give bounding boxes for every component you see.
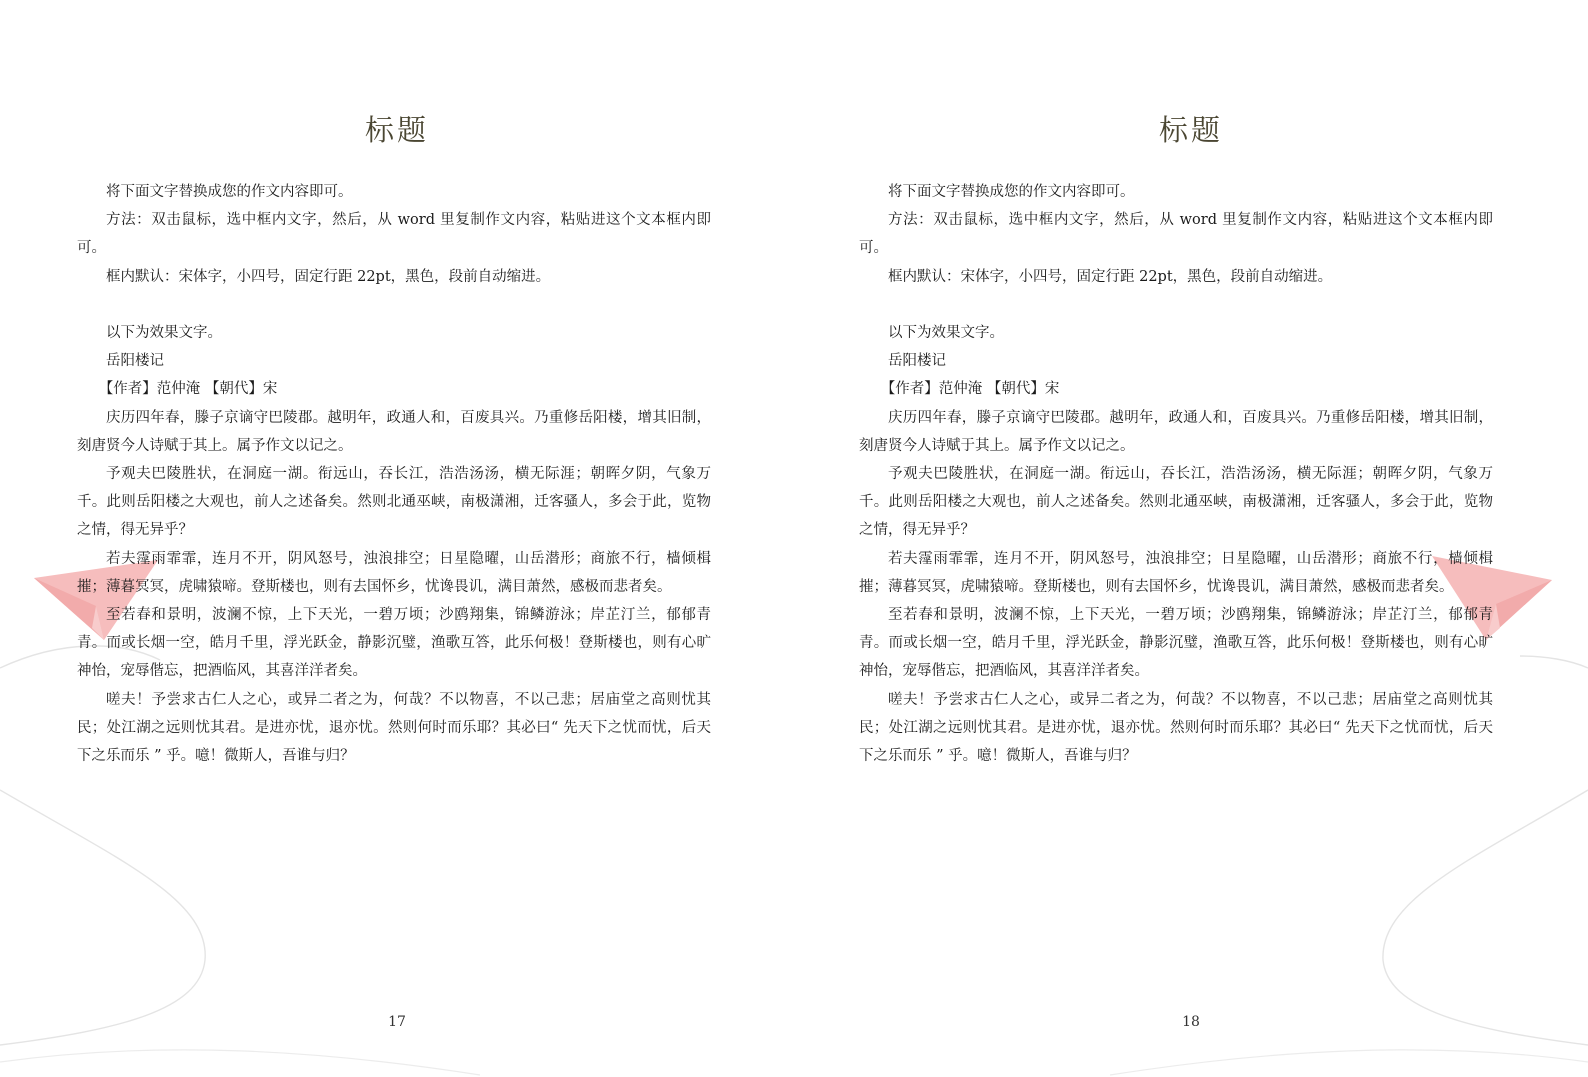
paragraph: 框内默认：宋体字，小四号，固定行距 22pt，黑色，段前自动缩进。 <box>106 268 551 285</box>
essay-text-box[interactable] <box>77 178 711 770</box>
essay-text-box[interactable] <box>859 178 1493 770</box>
page-number: 18 <box>1182 1014 1200 1030</box>
blank-line <box>77 291 711 319</box>
paragraph: 【作者】范仲淹 【朝代】宋 <box>880 381 1060 398</box>
paragraph: 至若春和景明，波澜不惊，上下天光，一碧万顷；沙鸥翔集，锦鳞游泳；岸芷汀兰，郁郁青青。而或长烟一空，皓月千里，浮光跃金，静影沉璧，渔歌互答，此乐何极！登斯楼也，则有心旷神怡，宠辱偕忘，把酒临风，其喜洋洋者矣。 <box>859 607 1493 680</box>
paragraph: 以下为效果文字。 <box>888 325 1004 341</box>
paragraph: 嗟夫！予尝求古仁人之心，或异二者之为，何哉？不以物喜，不以己悲；居庙堂之高则忧其民；处江湖之远则忧其君。是进亦忧，退亦忧。然则何时而乐耶？其必曰“ 先天下之忧而忧，后天下之乐而乐 ” 乎。噫！微斯人，吾谁与归？ <box>77 691 711 765</box>
paragraph: 嗟夫！予尝求古仁人之心，或异二者之为，何哉？不以物喜，不以己悲；居庙堂之高则忧其民；处江湖之远则忧其君。是进亦忧，退亦忧。然则何时而乐耶？其必曰“ 先天下之忧而忧，后天下之乐而乐 ” 乎。噫！微斯人，吾谁与归？ <box>859 691 1493 765</box>
paragraph: 将下面文字替换成您的作文内容即可。 <box>106 184 353 200</box>
paragraph: 将下面文字替换成您的作文内容即可。 <box>888 184 1135 200</box>
paragraph: 框内默认：宋体字，小四号，固定行距 22pt，黑色，段前自动缩进。 <box>888 268 1333 285</box>
paragraph: 以下为效果文字。 <box>106 325 222 341</box>
paragraph: 庆历四年春，滕子京谪守巴陵郡。越明年，政通人和，百废具兴。乃重修岳阳楼，增其旧制，刻唐贤今人诗赋于其上。属予作文以记之。 <box>77 409 711 454</box>
paragraph: 岳阳楼记 <box>888 353 946 370</box>
blank-line <box>859 291 1493 319</box>
paragraph: 方法：双击鼠标，选中框内文字，然后，从 word 里复制作文内容，粘贴进这个文本框内即可。 <box>77 212 711 257</box>
paragraph: 【作者】范仲淹 【朝代】宋 <box>98 381 278 398</box>
paragraph: 庆历四年春，滕子京谪守巴陵郡。越明年，政通人和，百废具兴。乃重修岳阳楼，增其旧制，刻唐贤今人诗赋于其上。属予作文以记之。 <box>859 409 1493 454</box>
paragraph: 岳阳楼记 <box>106 353 164 370</box>
paragraph: 予观夫巴陵胜状，在洞庭一湖。衔远山，吞长江，浩浩汤汤，横无际涯；朝晖夕阴，气象万千。此则岳阳楼之大观也，前人之述备矣。然则北通巫峡，南极潇湘，迁客骚人，多会于此，览物之情，得无异乎？ <box>859 466 1493 539</box>
paragraph: 予观夫巴陵胜状，在洞庭一湖。衔远山，吞长江，浩浩汤汤，横无际涯；朝晖夕阴，气象万千。此则岳阳楼之大观也，前人之述备矣。然则北通巫峡，南极潇湘，迁客骚人，多会于此，览物之情，得无异乎？ <box>77 466 711 539</box>
page-number: 17 <box>388 1014 406 1030</box>
paragraph: 若夫霪雨霏霏，连月不开，阴风怒号，浊浪排空；日星隐曜，山岳潜形；商旅不行，樯倾楫摧；薄暮冥冥，虎啸猿啼。登斯楼也，则有去国怀乡，忧谗畏讥，满目萧然，感极而悲者矣。 <box>859 550 1493 595</box>
paragraph: 若夫霪雨霏霏，连月不开，阴风怒号，浊浪排空；日星隐曜，山岳潜形；商旅不行，樯倾楫摧；薄暮冥冥，虎啸猿啼。登斯楼也，则有去国怀乡，忧谗畏讥，满目萧然，感极而悲者矣。 <box>77 550 711 595</box>
paragraph: 方法：双击鼠标，选中框内文字，然后，从 word 里复制作文内容，粘贴进这个文本框内即可。 <box>859 212 1493 257</box>
paragraph: 至若春和景明，波澜不惊，上下天光，一碧万顷；沙鸥翔集，锦鳞游泳；岸芷汀兰，郁郁青青。而或长烟一空，皓月千里，浮光跃金，静影沉璧，渔歌互答，此乐何极！登斯楼也，则有心旷神怡，宠辱偕忘，把酒临风，其喜洋洋者矣。 <box>77 607 711 680</box>
page-title: 标题 <box>1158 113 1223 147</box>
page-title: 标题 <box>364 113 429 147</box>
page-18 <box>794 0 1588 1077</box>
